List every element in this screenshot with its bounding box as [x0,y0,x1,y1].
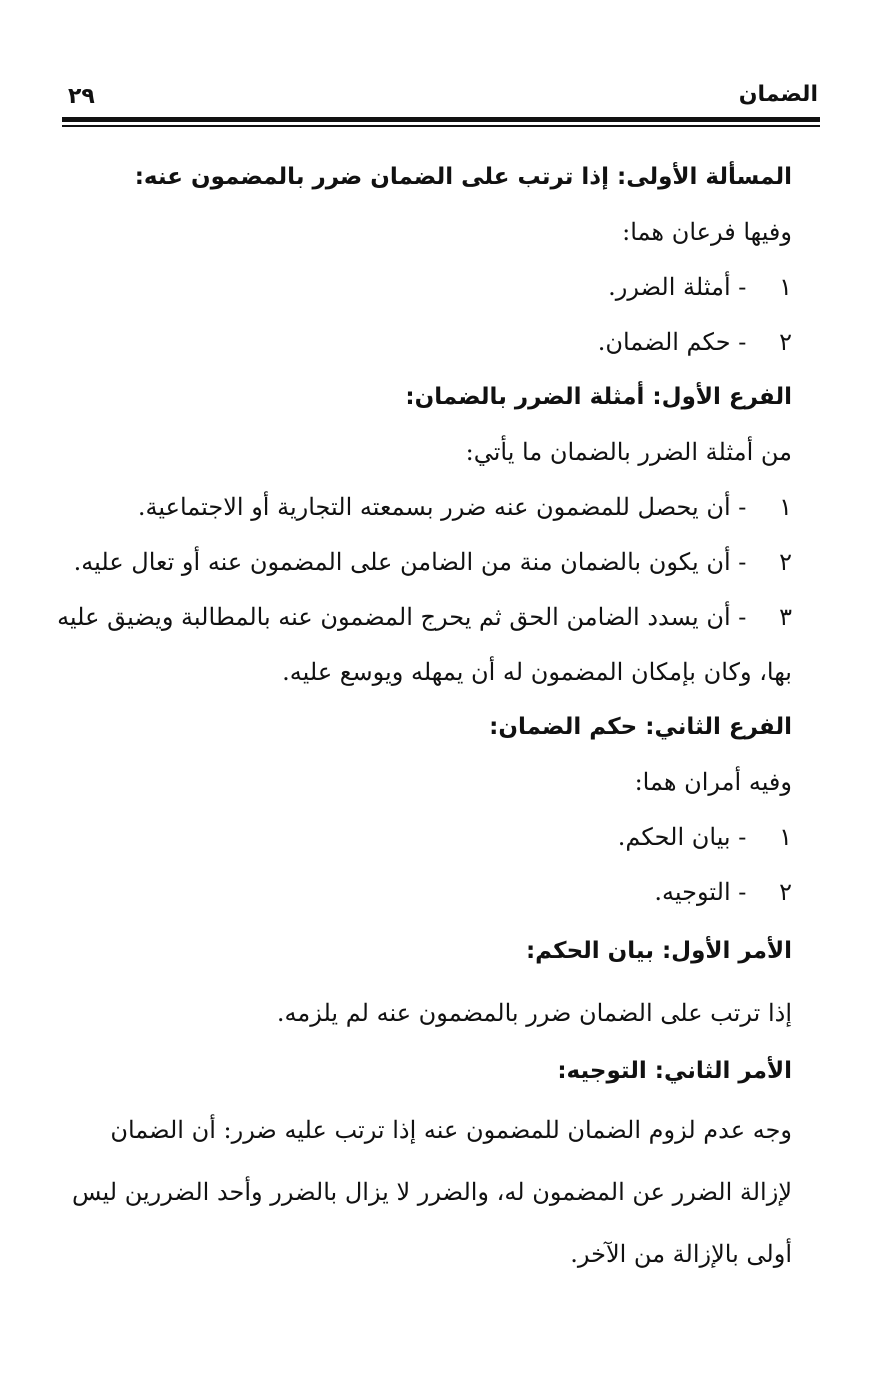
page-header [62,82,820,112]
list-item [62,480,792,535]
list-item [62,535,792,590]
header-rule-thin [62,125,820,127]
page-number: ٢٩ [68,84,95,109]
item-text: - أن يكون بالضمان منة من الضامن على المضمون عنه أو تعال عليه. [73,548,747,576]
ruling-text: إذا ترتب على الضمان ضرر بالمضمون عنه لم يلزمه. [276,999,792,1027]
intro-matters: وفيه أمران هما: [634,768,792,796]
list-item [62,810,792,865]
issue-title: المسألة الأولى: إذا ترتب على الضمان ضرر بالمضمون عنه: [134,164,792,190]
item-text: - أن يحصل للمضمون عنه ضرر بسمعته التجارية أو الاجتماعية. [137,493,747,521]
justification-line: وجه عدم لزوم الضمان للمضمون عنه إذا ترتب عليه ضرر: أن الضمان [110,1116,792,1144]
matter1-title: الأمر الأول: بيان الحكم: [525,938,792,964]
item-number: ٢ [779,328,792,356]
branch1-title: الفرع الأول: أمثلة الضرر بالضمان: [405,384,792,410]
item-text: - بيان الحكم. [617,823,747,851]
example3-continuation: بها، وكان بإمكان المضمون له أن يمهله ويوسع عليه. [282,658,792,686]
item-number: ١ [779,823,792,851]
list-item [62,260,792,315]
intro-examples: من أمثلة الضرر بالضمان ما يأتي: [465,438,792,466]
item-text: - أمثلة الضرر. [608,273,747,301]
list-item [57,590,792,645]
running-title: الضمان [738,82,818,107]
item-number: ١ [779,273,792,301]
justification-line: أولى بالإزالة من الآخر. [570,1240,792,1268]
page-content [57,150,792,1285]
item-number: ٢ [779,878,792,906]
list-item [62,865,792,920]
list-item [62,315,792,370]
header-rule-thick [62,117,820,122]
item-text: - حكم الضمان. [597,328,747,356]
item-number: ٣ [779,603,792,631]
branch2-title: الفرع الثاني: حكم الضمان: [489,714,792,740]
matter2-title: الأمر الثاني: التوجيه: [557,1058,792,1084]
intro-branches: وفيها فرعان هما: [622,218,792,246]
justification-line: لإزالة الضرر عن المضمون له، والضرر لا يزال بالضرر وأحد الضررين ليس [71,1178,792,1206]
item-text: - التوجيه. [654,878,747,906]
item-number: ٢ [779,548,792,576]
item-number: ١ [779,493,792,521]
item-text: - أن يسدد الضامن الحق ثم يحرج المضمون عنه بالمطالبة ويضيق عليه [57,603,747,631]
